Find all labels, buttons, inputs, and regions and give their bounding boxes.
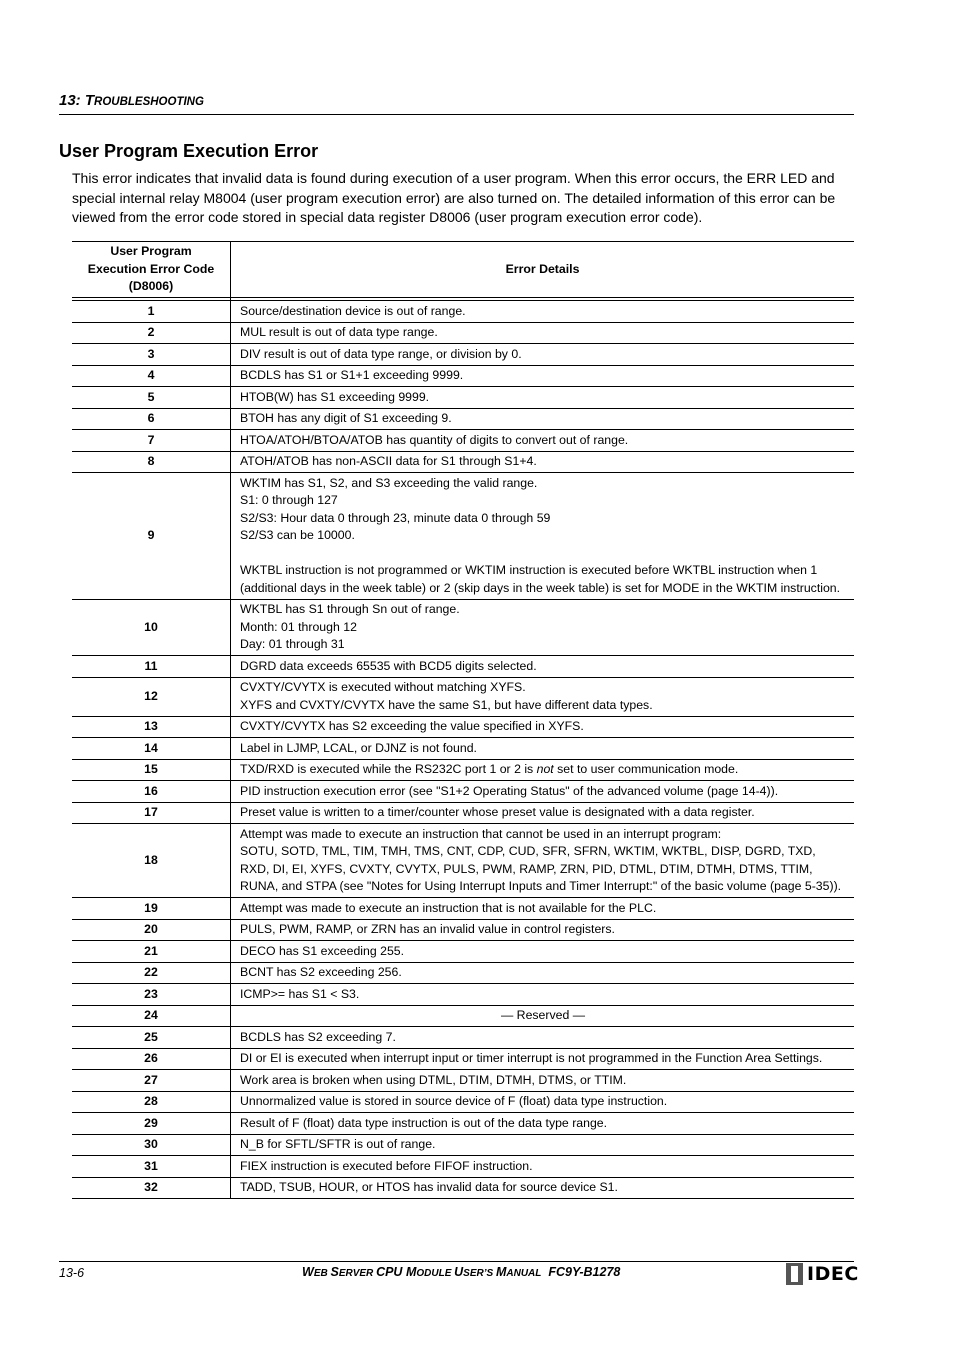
error-code: 17 — [72, 802, 231, 824]
intro-paragraph: This error indicates that invalid data is found during execution of a user program. When this error occurs, the ERR LED and special internal relay M8004 (user program execution error) are also turned on. The detailed information of this error can be viewed from the error code stored in special data register D8006 (user program execution error code). — [72, 170, 836, 225]
manual-title: WEB SERVER CPU MODULE USER’S MANUAL FC9Y-B1278 — [302, 1265, 621, 1279]
error-detail: N_B for SFTL/SFTR is out of range. — [231, 1134, 855, 1156]
error-code: 3 — [72, 344, 231, 366]
error-detail: Result of F (float) data type instruction is out of the data type range. — [231, 1113, 855, 1135]
error-code: 20 — [72, 919, 231, 941]
table-row — [72, 984, 854, 1006]
error-code: 31 — [72, 1156, 231, 1178]
table-row — [72, 322, 854, 344]
error-detail: BTOH has any digit of S1 exceeding 9. — [231, 408, 855, 430]
error-detail: DI or EI is executed when interrupt input or timer interrupt is not programmed in the Function Area Settings. — [231, 1048, 855, 1070]
error-detail: ICMP>= has S1 < S3. — [231, 984, 855, 1006]
error-code: 10 — [72, 599, 231, 656]
code-column-header: User Program Execution Error Code (D8006) — [72, 242, 231, 298]
table-row — [72, 387, 854, 409]
error-detail: TXD/RXD is executed while the RS232C port 1 or 2 is not set to user communication mode. — [231, 759, 855, 781]
table-row — [72, 1091, 854, 1113]
error-detail: PULS, PWM, RAMP, or ZRN has an invalid value in control registers. — [231, 919, 855, 941]
error-code: 15 — [72, 759, 231, 781]
error-code: 4 — [72, 365, 231, 387]
error-detail: WKTBL has S1 through Sn out of range. Month: 01 through 12 Day: 01 through 31 — [231, 599, 855, 656]
error-code: 14 — [72, 738, 231, 760]
table-row — [72, 941, 854, 963]
error-detail: Preset value is written to a timer/counter whose preset value is designated with a data register. — [231, 802, 855, 824]
error-code: 8 — [72, 451, 231, 473]
table-row — [72, 759, 854, 781]
table-row — [72, 919, 854, 941]
error-detail: TADD, TSUB, HOUR, or HTOS has invalid data for source device S1. — [231, 1177, 855, 1199]
error-detail: WKTIM has S1, S2, and S3 exceeding the valid range. S1: 0 through 127 S2/S3: Hour data 0 through 23, minute data 0 through 59 S2/S3 can be 10000. WKTBL instruction is not programmed or WKTIM instruction is executed before WKTBL instruction when 1 (additional days in the week table) or 2 (skip days in the week table) is set for MODE in the WKTIM instruction. — [231, 473, 855, 600]
table-row — [72, 344, 854, 366]
error-code: 29 — [72, 1113, 231, 1135]
error-code: 32 — [72, 1177, 231, 1199]
table-row — [72, 677, 854, 716]
error-code: 2 — [72, 322, 231, 344]
table-row — [72, 473, 854, 600]
table-row — [72, 1113, 854, 1135]
error-detail: Unnormalized value is stored in source device of F (float) data type instruction. — [231, 1091, 855, 1113]
error-code: 11 — [72, 656, 231, 678]
error-code: 23 — [72, 984, 231, 1006]
error-code: 5 — [72, 387, 231, 409]
table-row — [72, 1005, 854, 1027]
error-code: 26 — [72, 1048, 231, 1070]
error-detail: Work area is broken when using DTML, DTIM, DTMH, DTMS, or TTIM. — [231, 1070, 855, 1092]
error-code: 19 — [72, 898, 231, 920]
error-code: 24 — [72, 1005, 231, 1027]
error-detail: HTOB(W) has S1 exceeding 9999. — [231, 387, 855, 409]
error-detail: CVXTY/CVYTX has S2 exceeding the value specified in XYFS. — [231, 716, 855, 738]
table-header-row — [72, 242, 854, 298]
footer-rule — [59, 1261, 854, 1262]
table-row — [72, 898, 854, 920]
table-row — [72, 365, 854, 387]
error-code: 7 — [72, 430, 231, 452]
header-rule — [59, 114, 854, 115]
error-detail: DGRD data exceeds 65535 with BCD5 digits selected. — [231, 656, 855, 678]
table-row — [72, 1134, 854, 1156]
error-code: 6 — [72, 408, 231, 430]
table-row — [72, 781, 854, 803]
idec-logo-text: IDEC — [807, 1263, 859, 1285]
table-row — [72, 599, 854, 656]
error-detail: BCNT has S2 exceeding 256. — [231, 962, 855, 984]
error-code: 18 — [72, 824, 231, 898]
error-detail: Source/destination device is out of range. — [231, 301, 855, 323]
error-detail: Attempt was made to execute an instruction that is not available for the PLC. — [231, 898, 855, 920]
idec-logo — [786, 1262, 859, 1286]
idec-logo-icon — [786, 1263, 803, 1285]
table-row — [72, 430, 854, 452]
error-detail: FIEX instruction is executed before FIFOF instruction. — [231, 1156, 855, 1178]
table-row — [72, 824, 854, 898]
error-detail: BCDLS has S2 exceeding 7. — [231, 1027, 855, 1049]
section-title: User Program Execution Error — [59, 141, 319, 161]
error-detail: DIV result is out of data type range, or division by 0. — [231, 344, 855, 366]
error-code: 1 — [72, 301, 231, 323]
table-row — [72, 802, 854, 824]
table-row — [72, 1156, 854, 1178]
error-code: 21 — [72, 941, 231, 963]
error-detail: — Reserved — — [231, 1005, 855, 1027]
error-detail: MUL result is out of data type range. — [231, 322, 855, 344]
table-row — [72, 408, 854, 430]
table-row — [72, 1027, 854, 1049]
table-row — [72, 738, 854, 760]
error-code: 13 — [72, 716, 231, 738]
error-code: 27 — [72, 1070, 231, 1092]
error-detail: BCDLS has S1 or S1+1 exceeding 9999. — [231, 365, 855, 387]
page-number: 13-6 — [59, 1266, 85, 1280]
error-detail: PID instruction execution error (see "S1+2 Operating Status" of the advanced volume (page 14-4)). — [231, 781, 855, 803]
error-code-table — [72, 241, 854, 1199]
error-detail: Label in LJMP, LCAL, or DJNZ is not found. — [231, 738, 855, 760]
error-detail: ATOH/ATOB has non-ASCII data for S1 through S1+4. — [231, 451, 855, 473]
details-column-header: Error Details — [231, 242, 855, 298]
error-code: 30 — [72, 1134, 231, 1156]
error-code: 25 — [72, 1027, 231, 1049]
error-detail: CVXTY/CVYTX is executed without matching XYFS. XYFS and CVXTY/CVYTX have the same S1, but have different data types. — [231, 677, 855, 716]
table-row — [72, 716, 854, 738]
error-code: 9 — [72, 473, 231, 600]
error-detail: Attempt was made to execute an instruction that cannot be used in an interrupt program: SOTU, SOTD, TML, TIM, TMH, TMS, CNT, CDP, CUD, SFR, SFRN, WKTIM, WKTBL, DISP, DGRD, TXD, RXD, DI, EI, XYFS, CVXTY, CVYTX, PULS, PWM, RAMP, ZRN, PID, DTML, DTIM, DTMH, DTMS, TTIM, RUNA, and STPA (see "Notes for Using Interrupt Inputs and Timer Interrupt:" of the basic volume (page 5-35)). — [231, 824, 855, 898]
table-row — [72, 962, 854, 984]
error-code: 16 — [72, 781, 231, 803]
error-code: 28 — [72, 1091, 231, 1113]
table-row — [72, 656, 854, 678]
error-code: 12 — [72, 677, 231, 716]
table-row — [72, 1048, 854, 1070]
chapter-header: 13: TROUBLESHOOTING — [59, 92, 204, 109]
error-code: 22 — [72, 962, 231, 984]
table-row — [72, 451, 854, 473]
table-row — [72, 301, 854, 323]
table-row — [72, 1070, 854, 1092]
error-detail: HTOA/ATOH/BTOA/ATOB has quantity of digits to convert out of range. — [231, 430, 855, 452]
error-detail: DECO has S1 exceeding 255. — [231, 941, 855, 963]
table-row — [72, 1177, 854, 1199]
